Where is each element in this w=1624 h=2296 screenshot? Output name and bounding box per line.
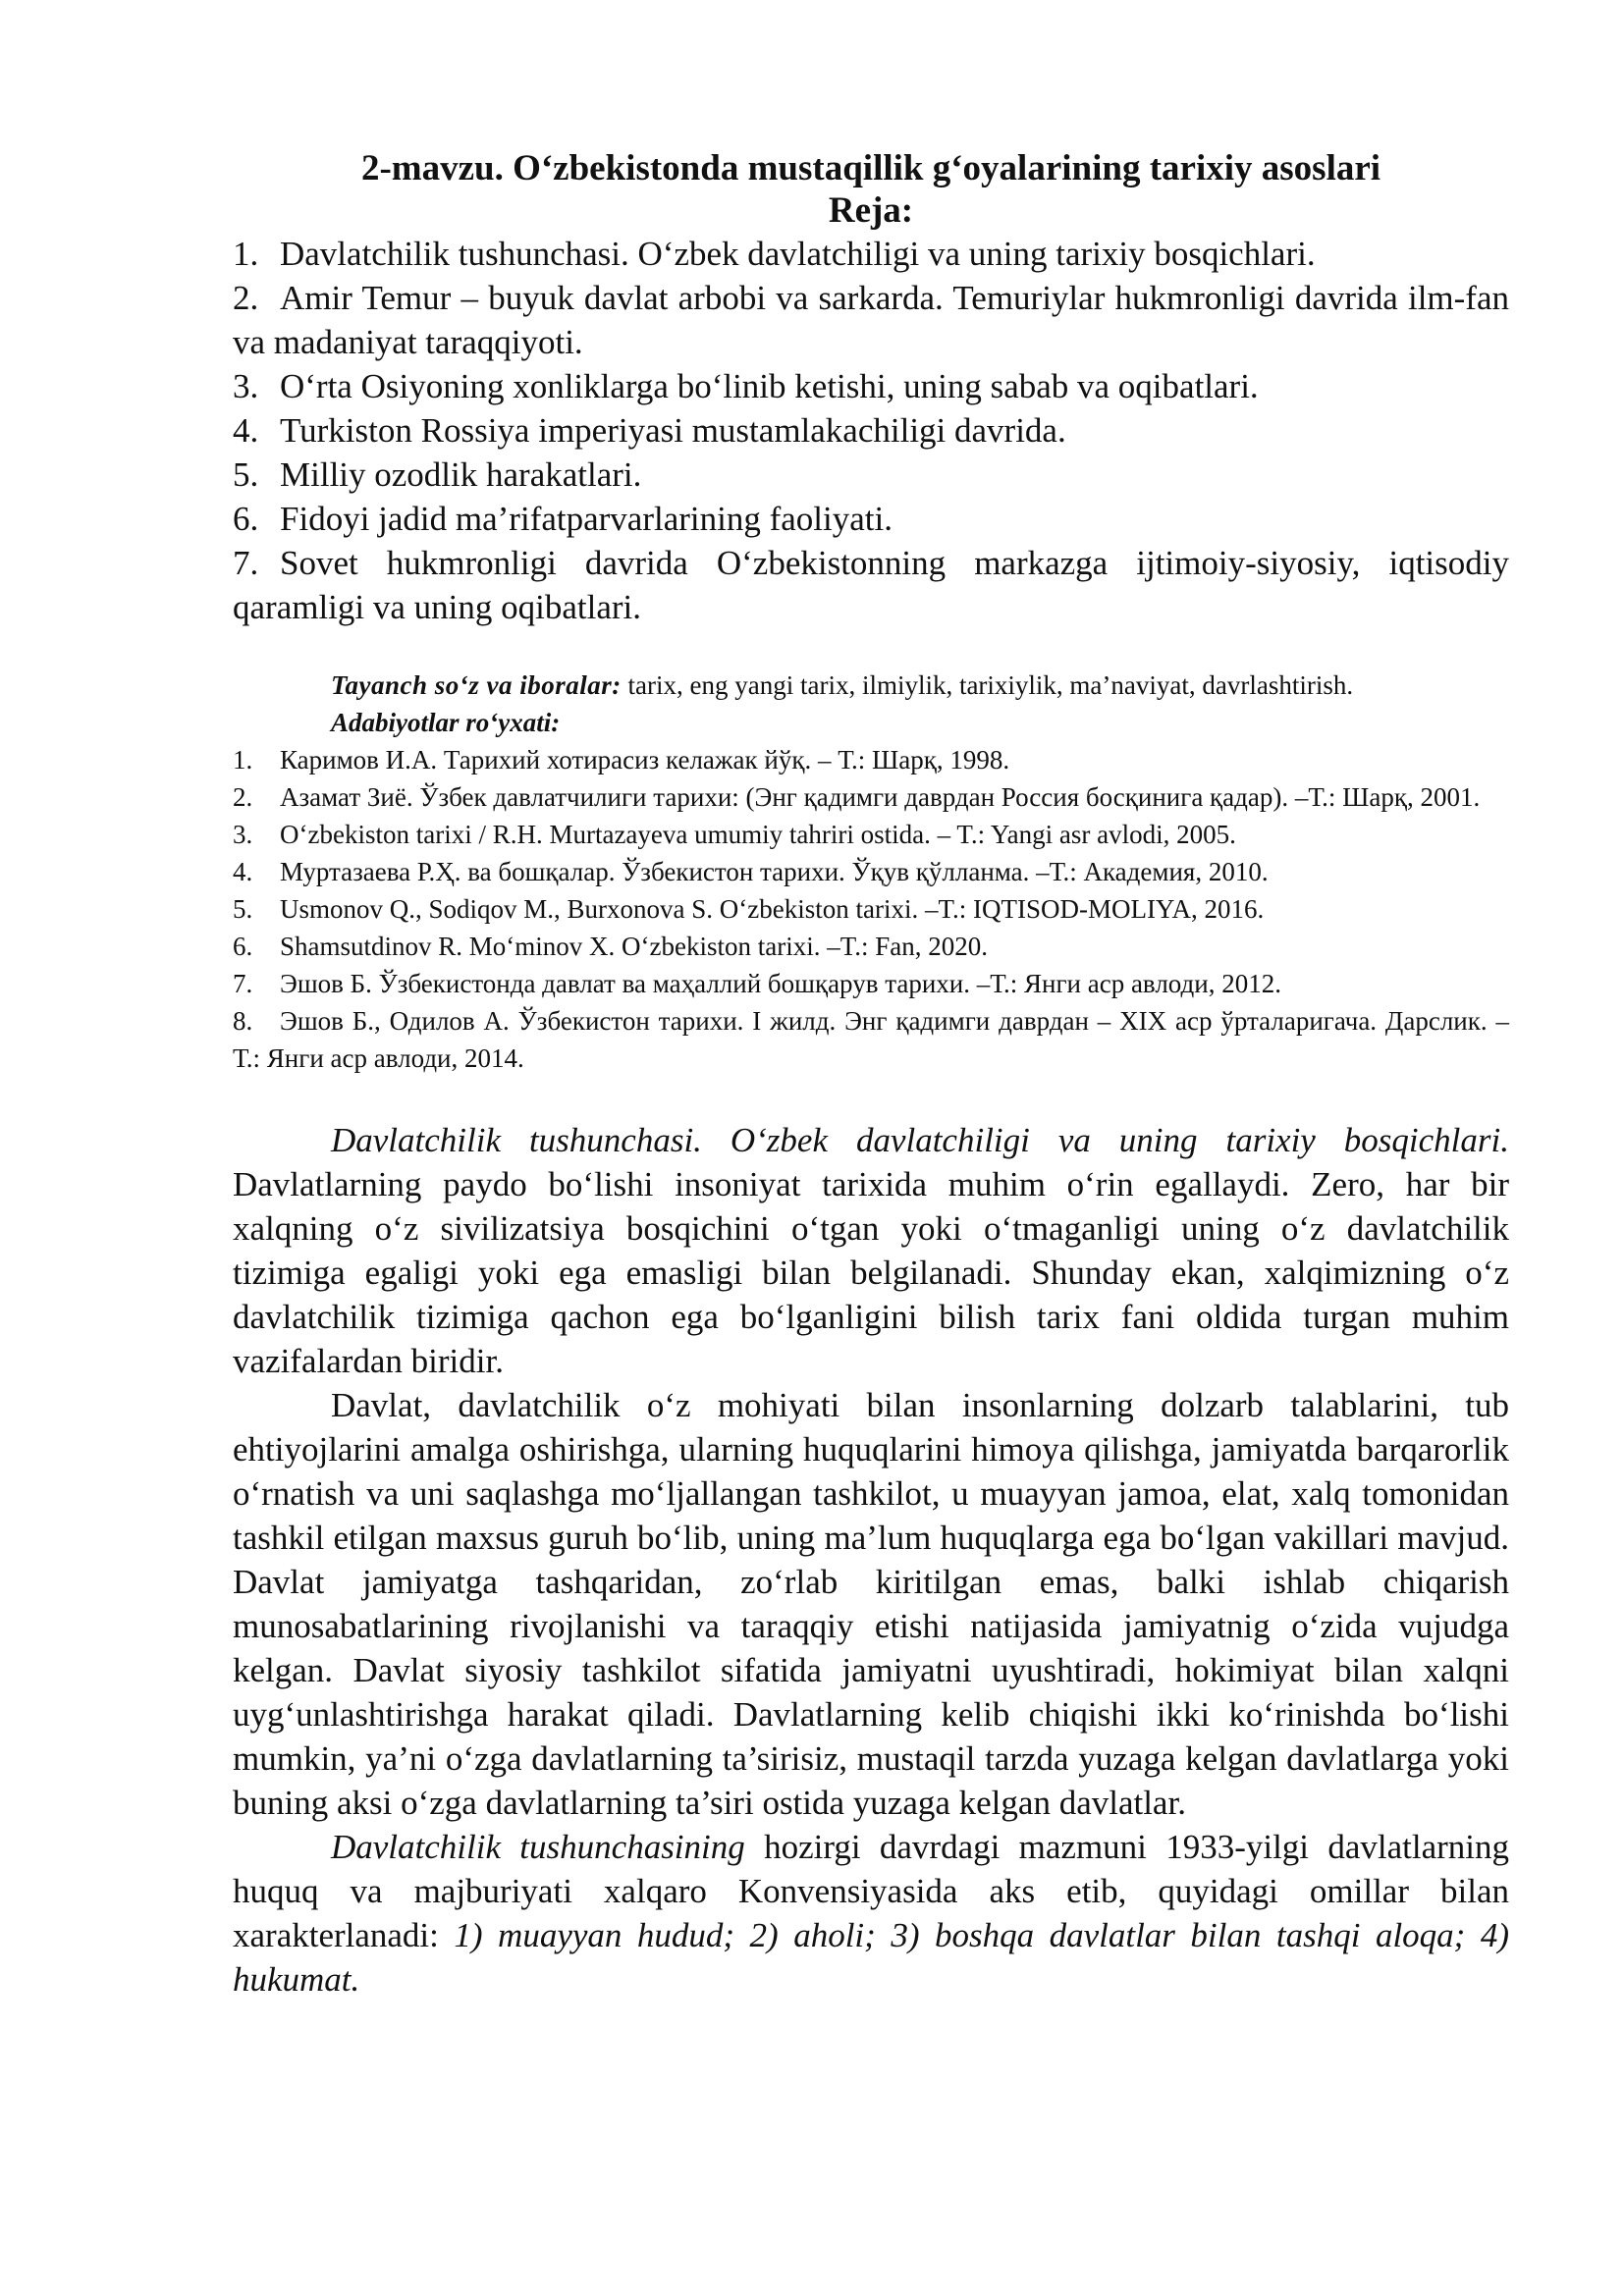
plan-list	[233, 232, 1509, 629]
body-paragraph	[233, 1118, 1509, 1383]
plan-item-number: 3.	[233, 367, 259, 405]
page-title: 2-mavzu. O‘zbekistonda mustaqillik g‘oyalarining tarixiy asoslari	[360, 148, 1381, 188]
document-page	[233, 147, 1509, 2002]
plan-heading: Reja:	[828, 190, 914, 231]
literature-item-number: 7.	[233, 969, 253, 998]
literature-item	[233, 965, 1509, 1002]
plan-item	[233, 541, 1509, 629]
literature-item	[233, 928, 1509, 965]
literature-item	[233, 816, 1509, 853]
literature-item	[233, 890, 1509, 928]
literature-item-number: 1.	[233, 745, 253, 774]
plan-item-text: Sovet hukmronligi davrida O‘zbekistonning markazga ijtimoiy-siyosiy, iqtisodiy qaramligi va uning oqibatlari.	[233, 544, 1509, 626]
body-text	[233, 1118, 1509, 2002]
plan-item-text: Davlatchilik tushunchasi. O‘zbek davlatchiligi va uning tarixiy bosqichlari.	[280, 235, 1316, 273]
literature-item-number: 4.	[233, 857, 253, 886]
plan-item-text: Fidoyi jadid ma’rifatparvarlarining faoliyati.	[280, 500, 893, 538]
literature-item-number: 8.	[233, 1006, 253, 1036]
section-heading-italic: Davlatchilik tushunchasi. O‘zbek davlatchiligi va uning tarixiy bosqichlari.	[331, 1121, 1509, 1159]
literature-item-number: 6.	[233, 932, 253, 961]
literature-heading: Adabiyotlar ro‘yxati:	[331, 708, 561, 737]
literature-item-number: 2.	[233, 782, 253, 812]
plan-item-number: 2.	[233, 279, 259, 317]
body-paragraph: Davlat, davlatchilik o‘z mohiyati bilan insonlarning dolzarb talablarini, tub ehtiyojlarini amalga oshirishga, ularning huquqlarini himoya qilishga, jamiyatda barqarorlik o‘rnatish va uni saqlashga mo‘ljallangan tashkilot, u muayyan jamoa, elat, xalq tomonidan tashkil etilgan maxsus guruh bo‘lib, uning ma’lum huquqlarga ega bo‘lgan vakillari mavjud. Davlat jamiyatga tashqaridan, zo‘rlab kiritilgan emas, balki ishlab chiqarish munosabatlarining rivojlanishi va taraqqiy etishi natijasida jamiyatnig o‘zida vujudga kelgan. Davlat siyosiy tashkilot sifatida jamiyatni uyushtiradi, hokimiyat bilan xalqni uyg‘unlashtirishga harakat qiladi. Davlatlarning kelib chiqishi ikki ko‘rinishda bo‘lishi mumkin, ya’ni o‘zga davlatlarning ta’sirisiz, mustaqil tarzda yuzaga kelgan davlatlarga yoki buning aksi o‘zga davlatlarning ta’siri ostida yuzaga kelgan davlatlar.	[233, 1386, 1509, 1822]
literature-item-text: Shamsutdinov R. Mo‘minov X. O‘zbekiston tarixi. –T.: Fan, 2020.	[280, 932, 988, 961]
term-italic: Davlatchilik tushunchasining	[331, 1828, 745, 1866]
literature-item	[233, 741, 1509, 778]
keywords-label: Tayanch so‘z va iboralar:	[331, 670, 622, 700]
literature-list	[233, 741, 1509, 1077]
plan-item-text: Milliy ozodlik harakatlari.	[280, 455, 642, 494]
literature-item-text: Азамат Зиё. Ўзбек давлатчилиги тарихи: (Энг қадимги даврдан Россия босқинига қадар). –Т.: Шарқ, 2001.	[280, 782, 1481, 812]
body-paragraph	[233, 1825, 1509, 2002]
literature-item-text: O‘zbekiston tarixi / R.H. Murtazayeva umumiy tahriri ostida. – T.: Yangi asr avlodi, 2005.	[280, 820, 1236, 849]
plan-item	[233, 232, 1509, 276]
literature-item	[233, 1002, 1509, 1077]
literature-item	[233, 853, 1509, 890]
paragraph-text: hozirgi davrdagi mazmuni 1933-yilgi davlatlarning huquq va majburiyati xalqaro Konvensiyasida aks etib, quyidagi omillar bilan xarakterlanadi:	[233, 1828, 1509, 1954]
literature-item-text: Usmonov Q., Sodiqov M., Burxonova S. O‘zbekiston tarixi. –T.: IQTISOD-MOLIYA, 2016.	[280, 894, 1265, 924]
literature-item-text: Каримов И.А. Тарихий хотирасиз келажак йўқ. – Т.: Шарқ, 1998.	[280, 745, 1010, 774]
plan-item-number: 1.	[233, 235, 259, 273]
literature-item-text: Муртазаева Р.Ҳ. ва бошқалар. Ўзбекистон тарихи. Ўқув қўлланма. –Т.: Академия, 2010.	[280, 857, 1269, 886]
factors-italic: 1) muayyan hudud; 2) aholi; 3) boshqa davlatlar bilan tashqi aloqa; 4) hukumat.	[233, 1916, 1509, 1999]
keywords-paragraph	[233, 667, 1509, 704]
plan-item	[233, 408, 1509, 453]
plan-item-number: 6.	[233, 500, 259, 538]
plan-item-number: 7.	[233, 544, 259, 582]
plan-item-number: 4.	[233, 411, 259, 450]
literature-item-number: 3.	[233, 820, 253, 849]
literature-item	[233, 778, 1509, 816]
plan-item	[233, 453, 1509, 497]
plan-item-text: Turkiston Rossiya imperiyasi mustamlakachiligi davrida.	[280, 411, 1066, 450]
keywords-text: tarix, eng yangi tarix, ilmiylik, tarixiylik, ma’naviyat, davrlashtirish.	[621, 670, 1354, 700]
literature-item-text: Эшов Б., Одилов А. Ўзбекистон тарихи. I жилд. Энг қадимги даврдан – XIX аср ўрталаригача. Дарслик. – Т.: Янги аср авлоди, 2014.	[233, 1006, 1509, 1073]
plan-item-number: 5.	[233, 455, 259, 494]
literature-item-number: 5.	[233, 894, 253, 924]
literature-item-text: Эшов Б. Ўзбекистонда давлат ва маҳаллий бошқарув тарихи. –Т.: Янги аср авлоди, 2012.	[280, 969, 1281, 998]
plan-item-text: Amir Temur – buyuk davlat arbobi va sarkarda. Temuriylar hukmronligi davrida ilm-fan va madaniyat taraqqiyoti.	[233, 279, 1509, 361]
plan-item	[233, 276, 1509, 364]
paragraph-text: Davlatlarning paydo bo‘lishi insoniyat tarixida muhim o‘rin egallaydi. Zero, har bir xalqning o‘z sivilizatsiya bosqichini o‘tgan yoki o‘tmaganligi uning o‘z davlatchilik tizimiga egaligi yoki ega emasligi bilan belgilanadi. Shunday ekan, xalqimizning o‘z davlatchilik tizimiga qachon ega bo‘lganligini bilish tarix fani oldida turgan muhim vazifalardan biridir.	[233, 1165, 1509, 1380]
plan-item	[233, 497, 1509, 541]
plan-item-text: O‘rta Osiyoning xonliklarga bo‘linib ketishi, uning sabab va oqibatlari.	[280, 367, 1259, 405]
plan-item	[233, 364, 1509, 408]
